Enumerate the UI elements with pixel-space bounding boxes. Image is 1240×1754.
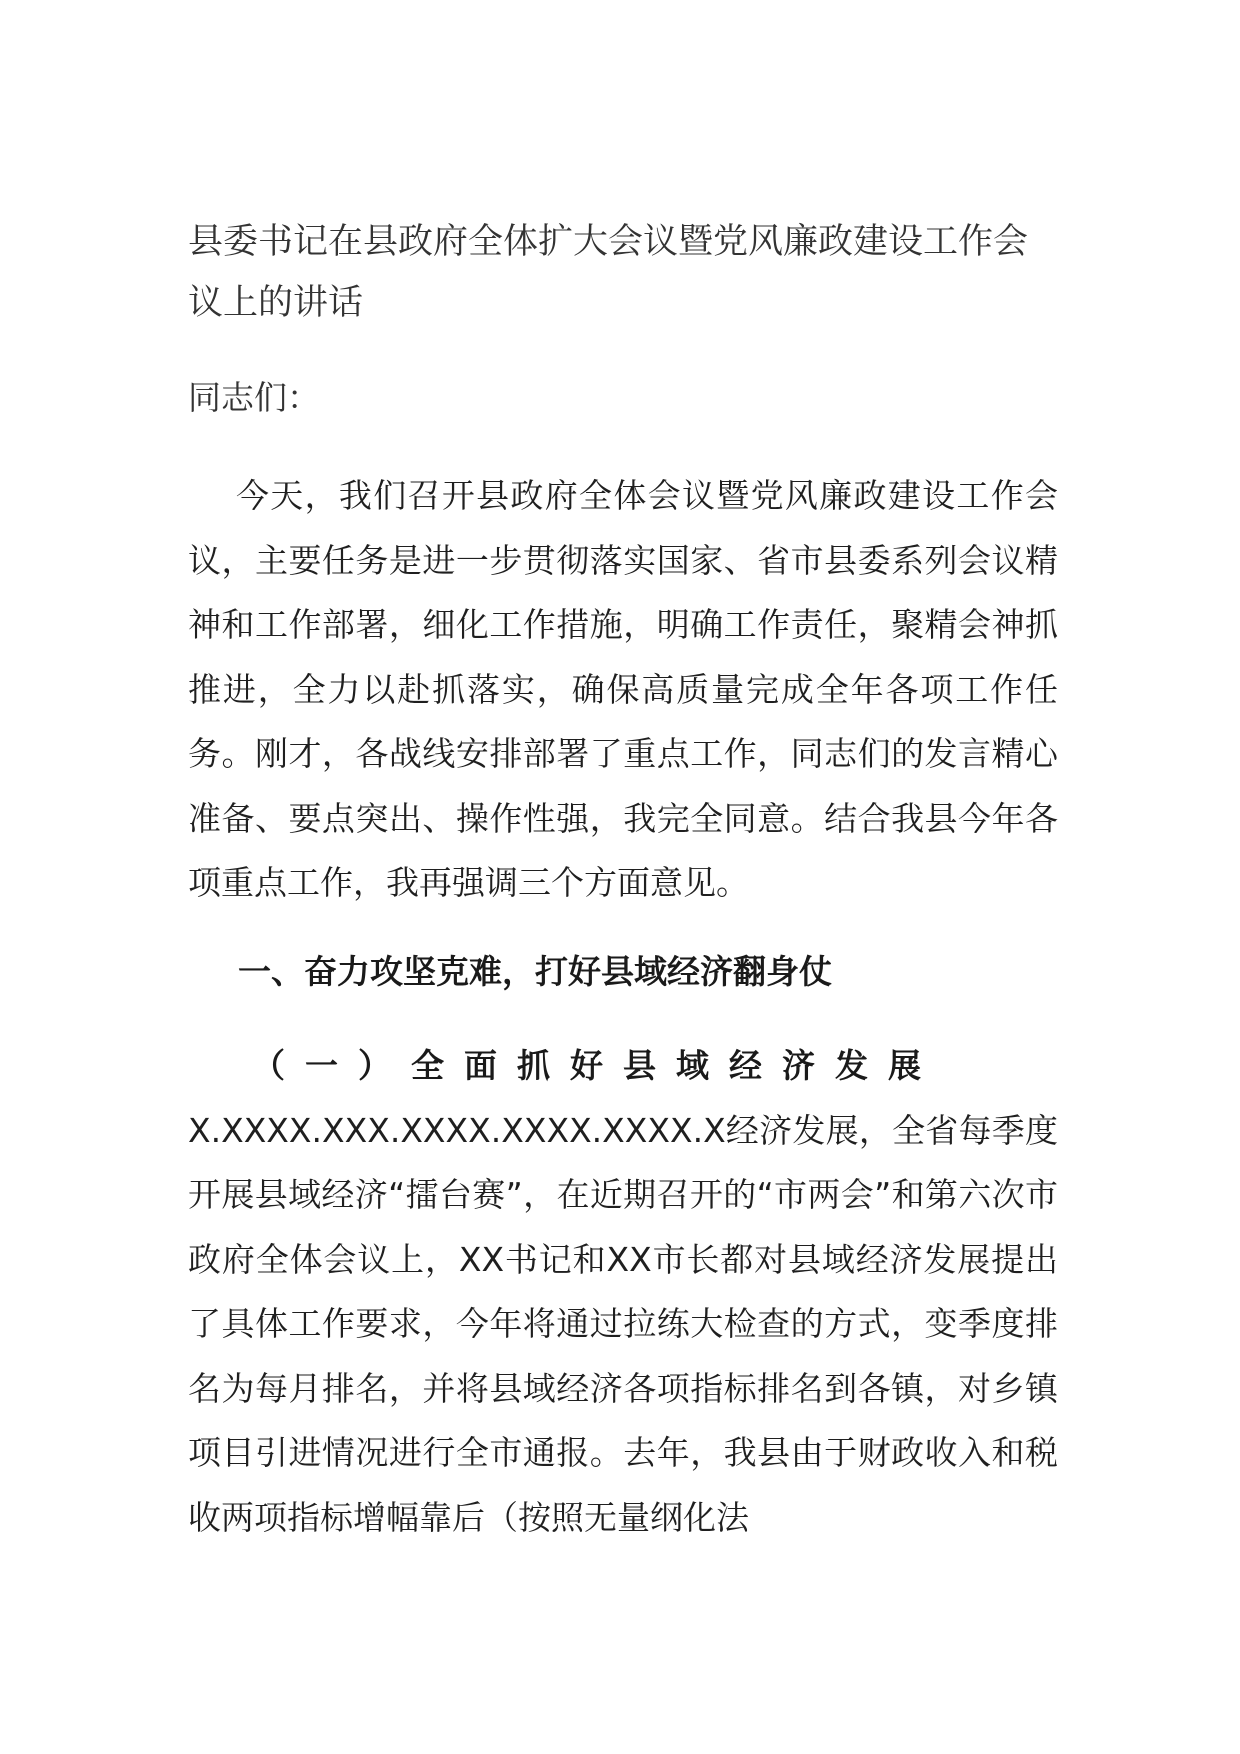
subsection-heading: （一）全面抓好县域经济发展 [252,1046,941,1085]
intro-paragraph: 今天，我们召开县政府全体会议暨党风廉政建设工作会议，主要任务是进一步贯彻落实国家、省市县委系列会议精神和工作部署，细化工作措施，明确工作责任，聚精会神抓推进，全力以赴抓落实，确保高质量完成全年各项工作任务。刚才，各战线安排部署了重点工作，同志们的发言精心准备、要点突出、操作性强，我完全同意。结合我县今年各项重点工作，我再强调三个方面意见。 [188,476,1058,902]
salutation: 同志们： [188,378,320,417]
subsection-block [188,1034,1058,1550]
subsection-paragraph: X.XXXX.XXX.XXXX.XXXX.XXXX.X经济发展，全省每季度开展县域经济“擂台赛”，在近期召开的“市两会”和第六次市政府全体会议上，XX书记和XX市长都对县域经济发展提出了具体工作要求，今年将通过拉练大检查的方式，变季度排名为每月排名，并将县域经济各项指标排名到各镇，对乡镇项目引进情况进行全市通报。去年，我县由于财政收入和税收两项指标增幅靠后（按照无量纲化法 [188,1110,1058,1537]
section-heading: 一、奋力攻坚克难，打好县域经济翻身仗 [238,952,832,991]
document-title: 县委书记在县政府全体扩大会议暨党风廉政建设工作会议上的讲话 [188,222,1029,323]
